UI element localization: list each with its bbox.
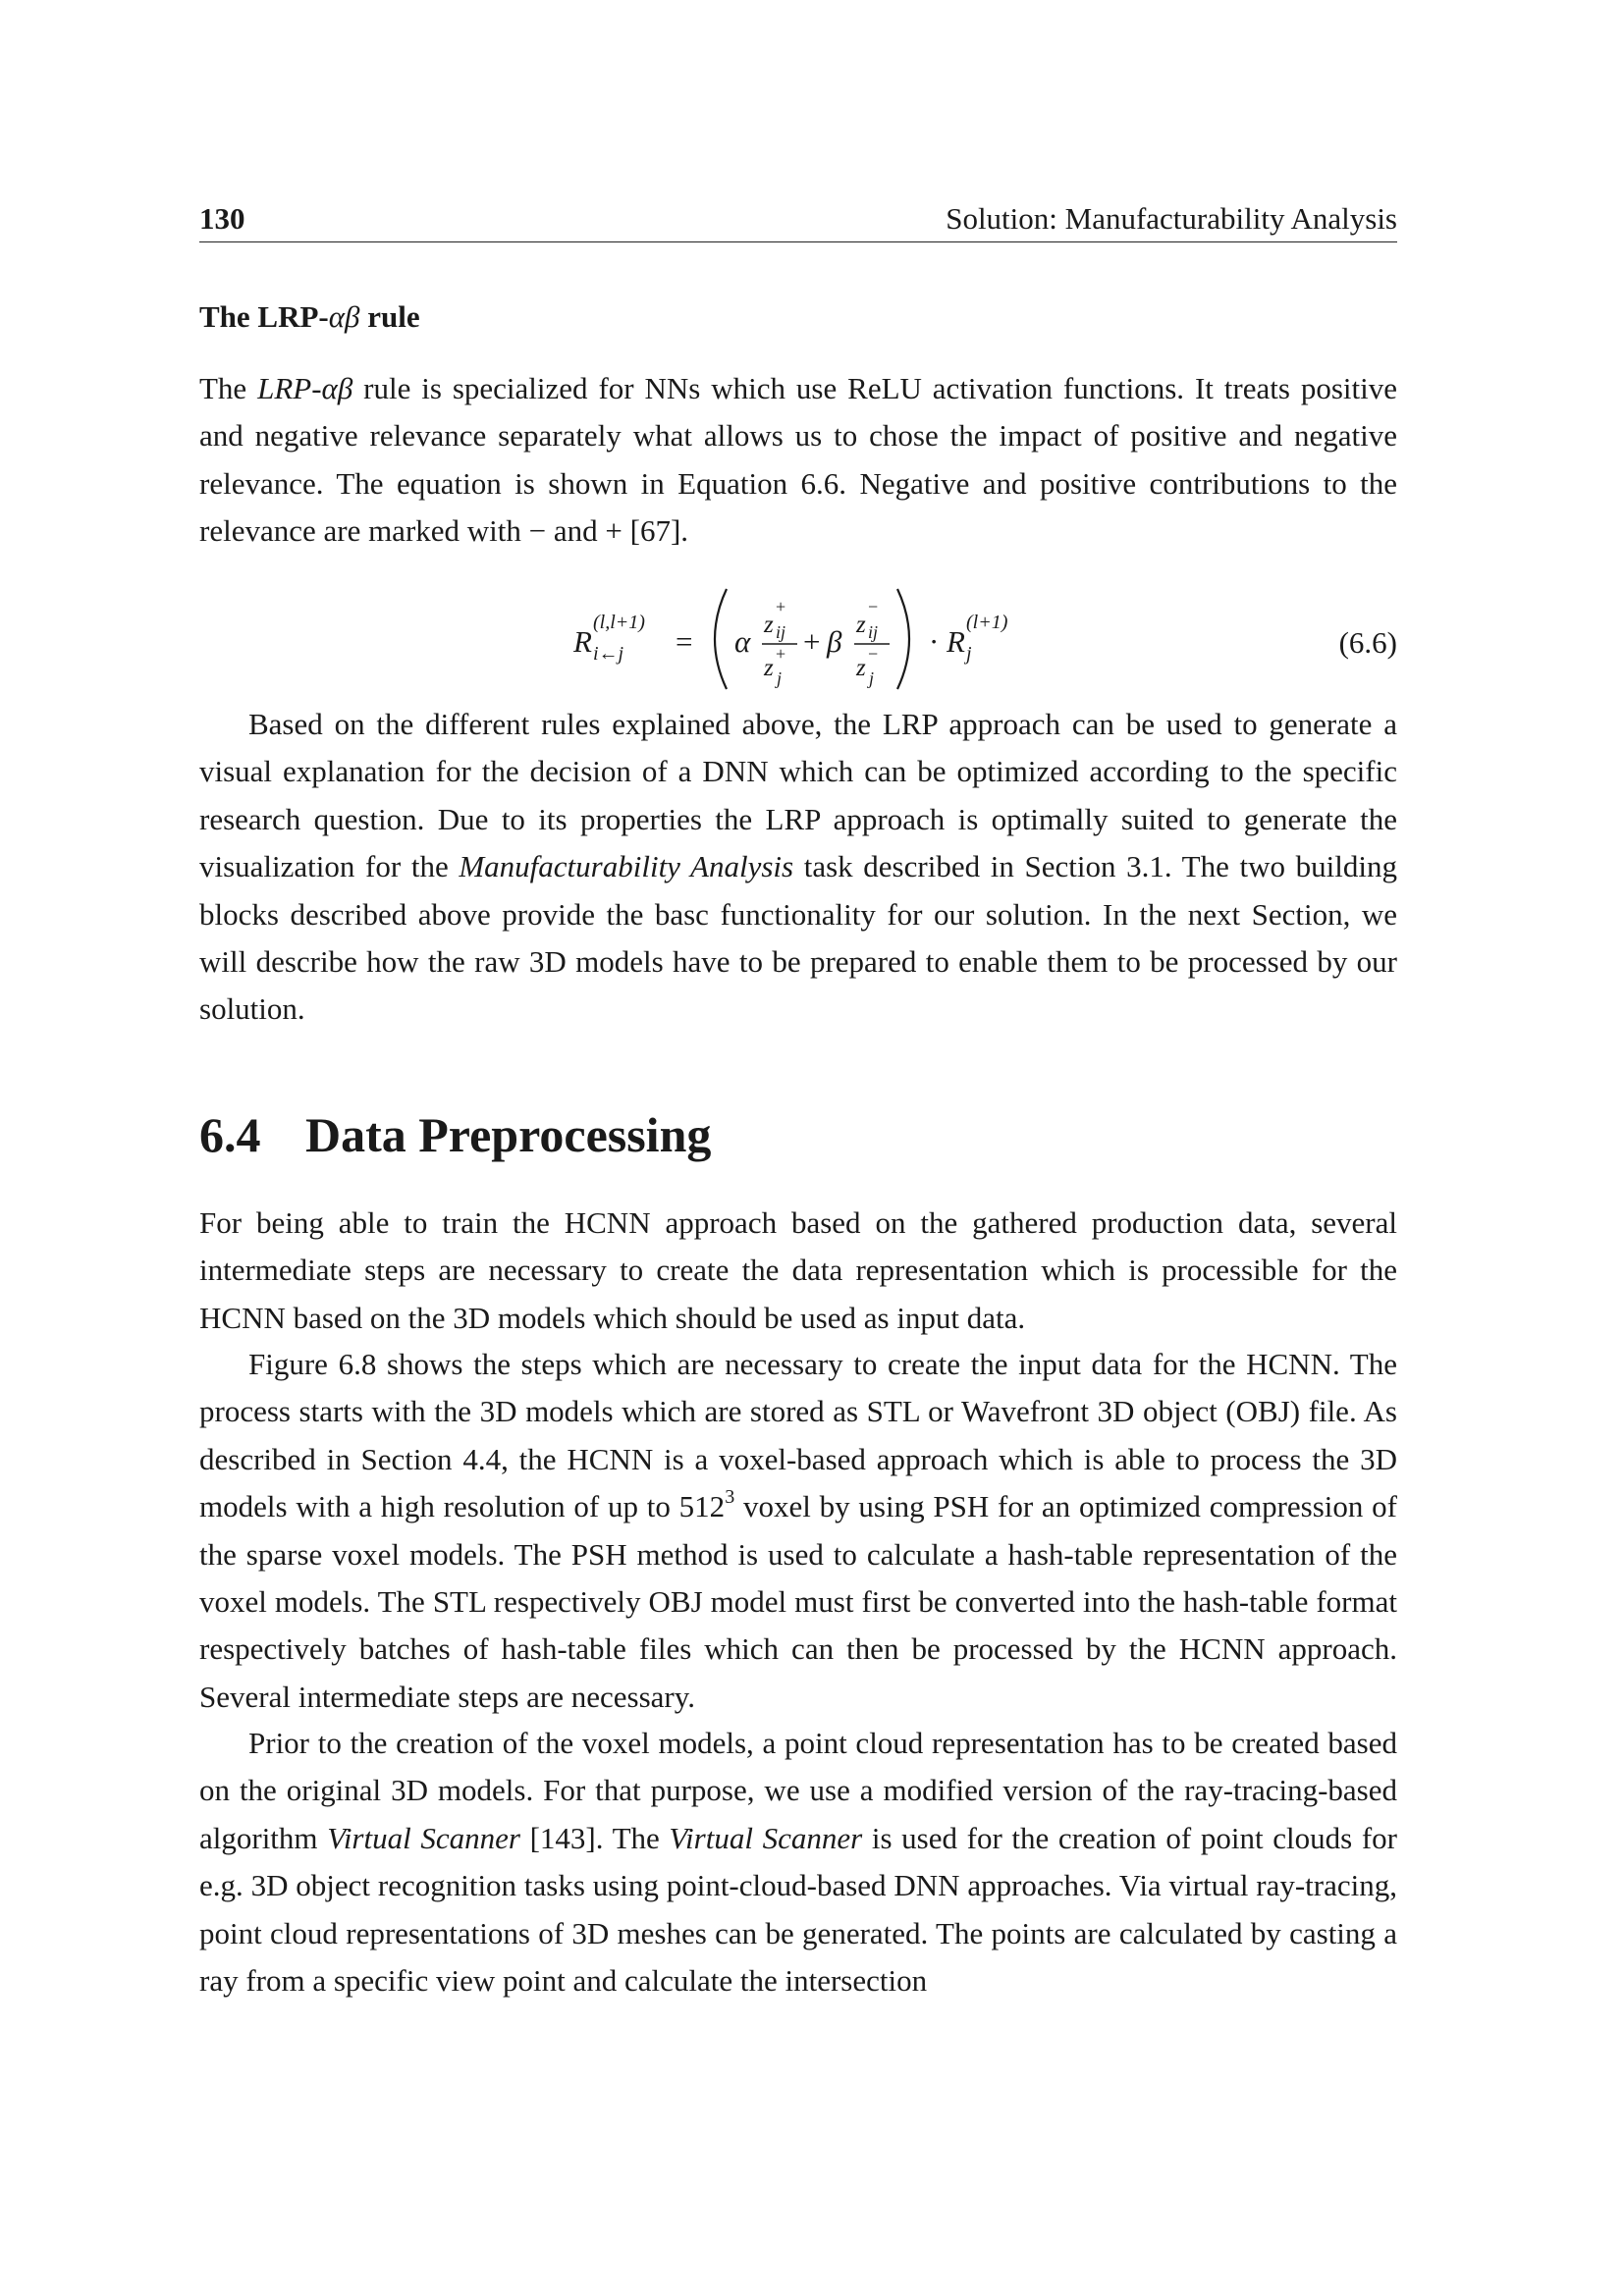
algorithm-name: Virtual Scanner — [669, 1820, 863, 1855]
eq-lhs-subscript: i←j — [593, 643, 624, 665]
paragraph-figure-steps — [199, 1341, 1397, 1721]
eq-sub-ij-2: ij — [868, 622, 879, 642]
eq-rhs-superscript: (l+1) — [966, 612, 1008, 633]
paragraph-lrp-approach — [199, 701, 1397, 1034]
chapter-title: Solution: Manufacturability Analysis — [946, 201, 1397, 236]
paragraph-data-intro: For being able to train the HCNN approach based on the gathered production data, several intermediate steps are necessary to create the data representation which is processible for the HCNN based on the 3D models which should be used as input data. — [199, 1205, 1397, 1335]
paragraph-point-cloud — [199, 1720, 1397, 2004]
eq-z-num-2: z — [856, 612, 866, 638]
paragraph-text: task described in Section 3.1. The two building blocks described above provide the basc functionality for our solution. In the next Section, we will describe how the raw 3D models have to be prepared to enable them to be processed by our solution. — [199, 849, 1397, 1027]
section-number: 6.4 — [199, 1107, 261, 1162]
subsection-heading — [199, 294, 420, 340]
eq-plus-sup-2: + — [776, 644, 786, 664]
page-number: 130 — [199, 201, 245, 236]
eq-alpha: α — [734, 624, 751, 659]
paragraph-text: [143]. The — [519, 1820, 670, 1855]
eq-sub-ij-1: ij — [776, 622, 786, 642]
paragraph-text: Prior to the creation of the voxel models, a point cloud representation has to be created based on the original 3D models. For that purpose, we use a modified version of the ray-tracing-based algorithm — [199, 1726, 1397, 1855]
paragraph-text: The — [199, 371, 258, 405]
subsection-title-prefix: The LRP- — [199, 299, 329, 334]
eq-z-num-1: z — [764, 612, 774, 638]
eq-plus-sup-1: + — [776, 597, 786, 616]
running-header — [199, 196, 1397, 242]
subsection-title-suffix: rule — [359, 299, 420, 334]
eq-lhs-base: R — [573, 624, 592, 659]
section-heading — [199, 1103, 711, 1166]
subsection-title-symbols: αβ — [328, 299, 360, 334]
paragraph-text: rule is specialized for NNs which use ReLU activation functions. It treats positive and negative relevance separately what allows us to chose the impact of positive and negative relevance. The equation is shown in Equation 6.6. Negative and positive contributions to the relevance are marked with − and + [67]. — [199, 371, 1397, 549]
section-title: Data Preprocessing — [305, 1107, 712, 1162]
paragraph-text: is used for the creation of point clouds for e.g. 3D object recognition tasks using point-cloud-based DNN approaches. Via virtual ray-tracing, point cloud representations of 3D meshes can be generated. The points are calculated by casting a ray from a specific view point and calculate the intersection — [199, 1820, 1397, 1999]
eq-equals: = — [676, 624, 693, 659]
paragraph-text: Figure 6.8 shows the steps which are necessary to create the input data for the HCNN. The process starts with the 3D models which are stored as STL or Wavefront 3D object (OBJ) file. As described in Section 4.4, the HCNN is a voxel-based approach which is able to process the 3D models with a high resolution of up to 512 — [199, 1347, 1397, 1524]
equation-number: (6.6) — [1338, 625, 1397, 660]
eq-beta: β — [827, 624, 842, 659]
eq-z-den-1: z — [764, 655, 774, 681]
algorithm-name: Virtual Scanner — [327, 1820, 520, 1855]
eq-lhs-superscript: (l,l+1) — [593, 612, 645, 633]
eq-rhs-base: R — [947, 624, 965, 659]
eq-minus-sup-1: − — [868, 597, 879, 616]
eq-minus-sup-2: − — [868, 644, 879, 664]
eq-right-paren — [897, 589, 909, 689]
eq-sub-j-1: j — [777, 668, 783, 688]
eq-dot: · — [929, 624, 940, 659]
eq-left-paren — [715, 589, 727, 689]
eq-sub-j-2: j — [869, 668, 875, 688]
task-name: Manufacturability Analysis — [459, 849, 794, 884]
paragraph-text: voxel by using PSH for an optimized compression of the sparse voxel models. The PSH method is used to calculate a hash-table representation of the voxel models. The STL respectively OBJ model must first be converted into the hash-table format respectively batches of hash-table files which can then be processed by the HCNN approach. Several intermediate steps are necessary. — [199, 1489, 1397, 1714]
eq-rhs-subscript: j — [966, 643, 972, 665]
paragraph-lrp-rule — [199, 365, 1397, 556]
equation-6-6 — [569, 581, 1060, 697]
eq-plus: + — [803, 624, 821, 659]
exponent: 3 — [725, 1486, 735, 1509]
lrp-name: LRP- — [257, 371, 322, 405]
paragraph-text: Based on the different rules explained above, the LRP approach can be used to generate a visual explanation for the decision of a DNN which can be optimized according to the specific research question. Due to its properties the LRP approach is optimally suited to generate the visualization for the — [199, 707, 1397, 884]
eq-z-den-2: z — [856, 655, 866, 681]
lrp-symbols: αβ — [321, 371, 353, 405]
